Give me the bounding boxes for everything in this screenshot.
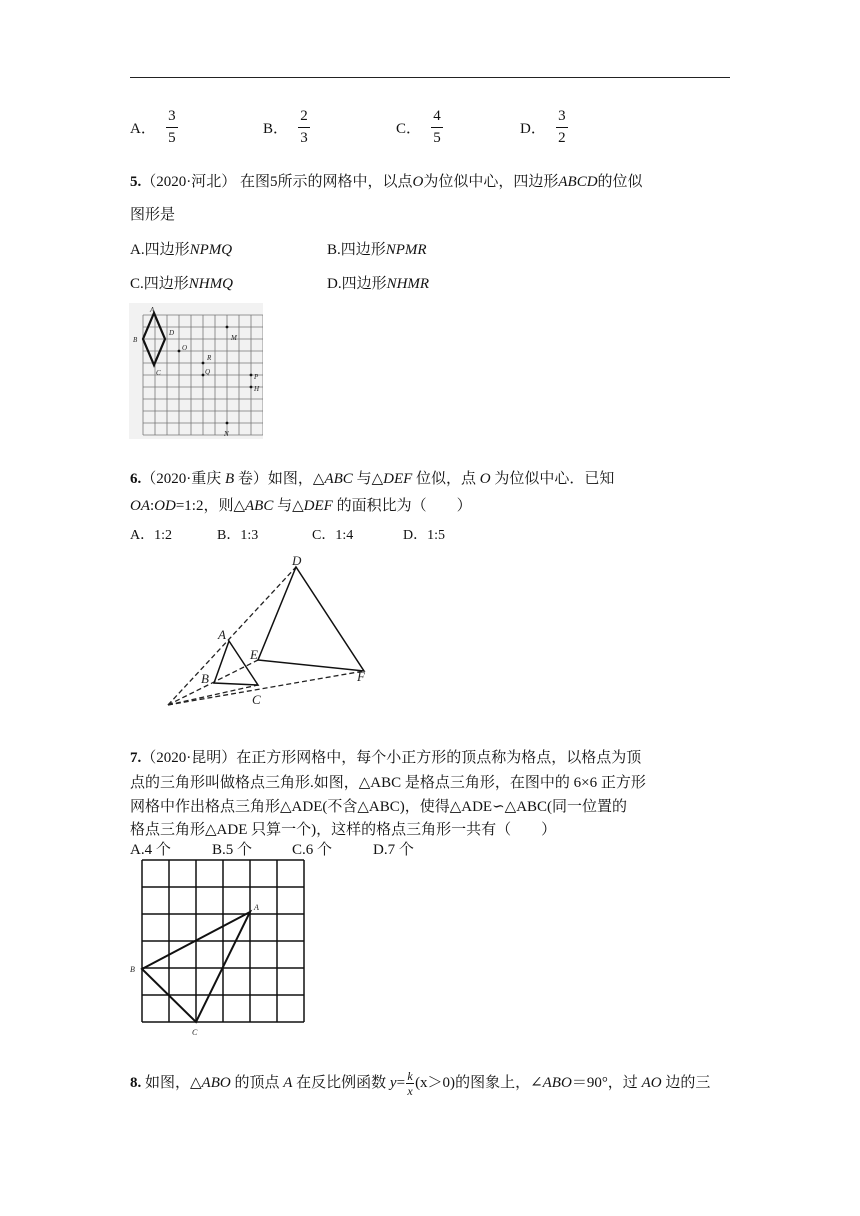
q5-option-b: B.四边形NPMR [327,242,427,258]
triangle-def [258,567,364,671]
q5-option-d: D.四边形NHMR [327,276,430,292]
label-a: A [150,306,155,314]
header-rule [130,77,730,78]
q6-option-d: D．1:5 [403,528,445,543]
q7-stem-line3: 网格中作出格点三角形△ADE(不含△ABC)，使得△ADE∽△ABC(同一位置的 [130,799,628,815]
q7-stem-line4: 格点三角形△ADE 只算一个)，这样的格点三角形一共有（ ） [130,822,557,838]
q7-option-a: A.4 个 [130,842,171,858]
q7-stem-line1: 7.（2020·昆明）在正方形网格中，每个小正方形的顶点称为格点，以格点为顶 [130,750,642,766]
label-r: R [207,354,212,362]
q4-option-a: A． $\frac{3}{5}$ [130,108,178,147]
dashed-line-oe [168,660,258,705]
q5-stem-line1: 5.（2020·河北） 在图5所示的网格中，以点O为位似中心，四边形ABCD的位似 [130,174,643,190]
q8-stem-line1: 8. 如图，△ABO 的顶点 A 在反比例函数 y= $\frac{k}{x}$ (x＞0)的图象上，∠ABO＝90°，过 AO 边的三 [130,1069,711,1098]
point-q [202,374,205,377]
dashed-line-oc [168,685,258,705]
q7-option-d: D.7 个 [373,842,414,858]
label-c: C [192,1028,198,1037]
label-d: D [169,329,175,337]
fraction: $\frac{4}{5}$ [431,108,443,147]
q6-option-b: B．1:3 [217,528,259,543]
point-h [250,386,253,389]
point-n [226,422,229,425]
q6-stem-line2: OA:OD=1:2，则△ABC 与△DEF 的面积比为（ ） [130,498,472,514]
q7-option-b: B.5 个 [212,842,253,858]
q5-stem-line2: 图形是 [130,207,176,223]
point-p [250,374,253,377]
label-e: E [250,647,258,662]
label-p: P [254,373,259,381]
label-f: F [357,669,365,684]
q6-similar-triangles-figure [150,555,380,715]
label-b: B [133,336,138,344]
label-d: D [292,555,302,568]
q7-option-c: C.6 个 [292,842,333,858]
q7-grid-figure [128,856,310,1042]
fraction: $\frac{3}{2}$ [556,108,568,147]
label-m: M [231,334,237,342]
dashed-line-of [168,671,364,705]
point-r [202,362,205,365]
q4-option-c: C． $\frac{4}{5}$ [396,108,443,147]
label-a: A [218,627,226,642]
label-q: Q [205,368,211,376]
q5-option-a: A.四边形NPMQ [130,242,233,258]
q6-option-c: C．1:4 [312,528,354,543]
label-b: B [130,965,135,974]
point-o [178,350,181,353]
q6-option-a: A．1:2 [130,528,172,543]
point-m [226,326,229,329]
q4-option-d: D． $\frac{3}{2}$ [520,108,568,147]
label-h: H [254,385,260,393]
q5-option-c: C.四边形NHMQ [130,276,233,292]
q7-stem-line2: 点的三角形叫做格点三角形.如图，△ABC 是格点三角形，在图中的 6×6 正方形 [130,775,646,791]
q4-option-b: B． $\frac{2}{3}$ [263,108,310,147]
label-o: O [182,344,188,352]
q5-grid-figure [129,303,263,439]
label-c: C [156,369,161,377]
label-b: B [201,671,209,686]
label-n: N [224,430,229,438]
q6-stem-line1: 6.（2020·重庆 B 卷）如图，△ABC 与△DEF 位似，点 O 为位似中心．已知 [130,471,615,487]
fraction: $\frac{2}{3}$ [298,108,310,147]
fraction-k-over-x: $\frac{k}{x}$ [407,1069,413,1098]
label-c: C [252,692,261,707]
fraction: $\frac{3}{5}$ [166,108,178,147]
label-a: A [254,903,259,912]
